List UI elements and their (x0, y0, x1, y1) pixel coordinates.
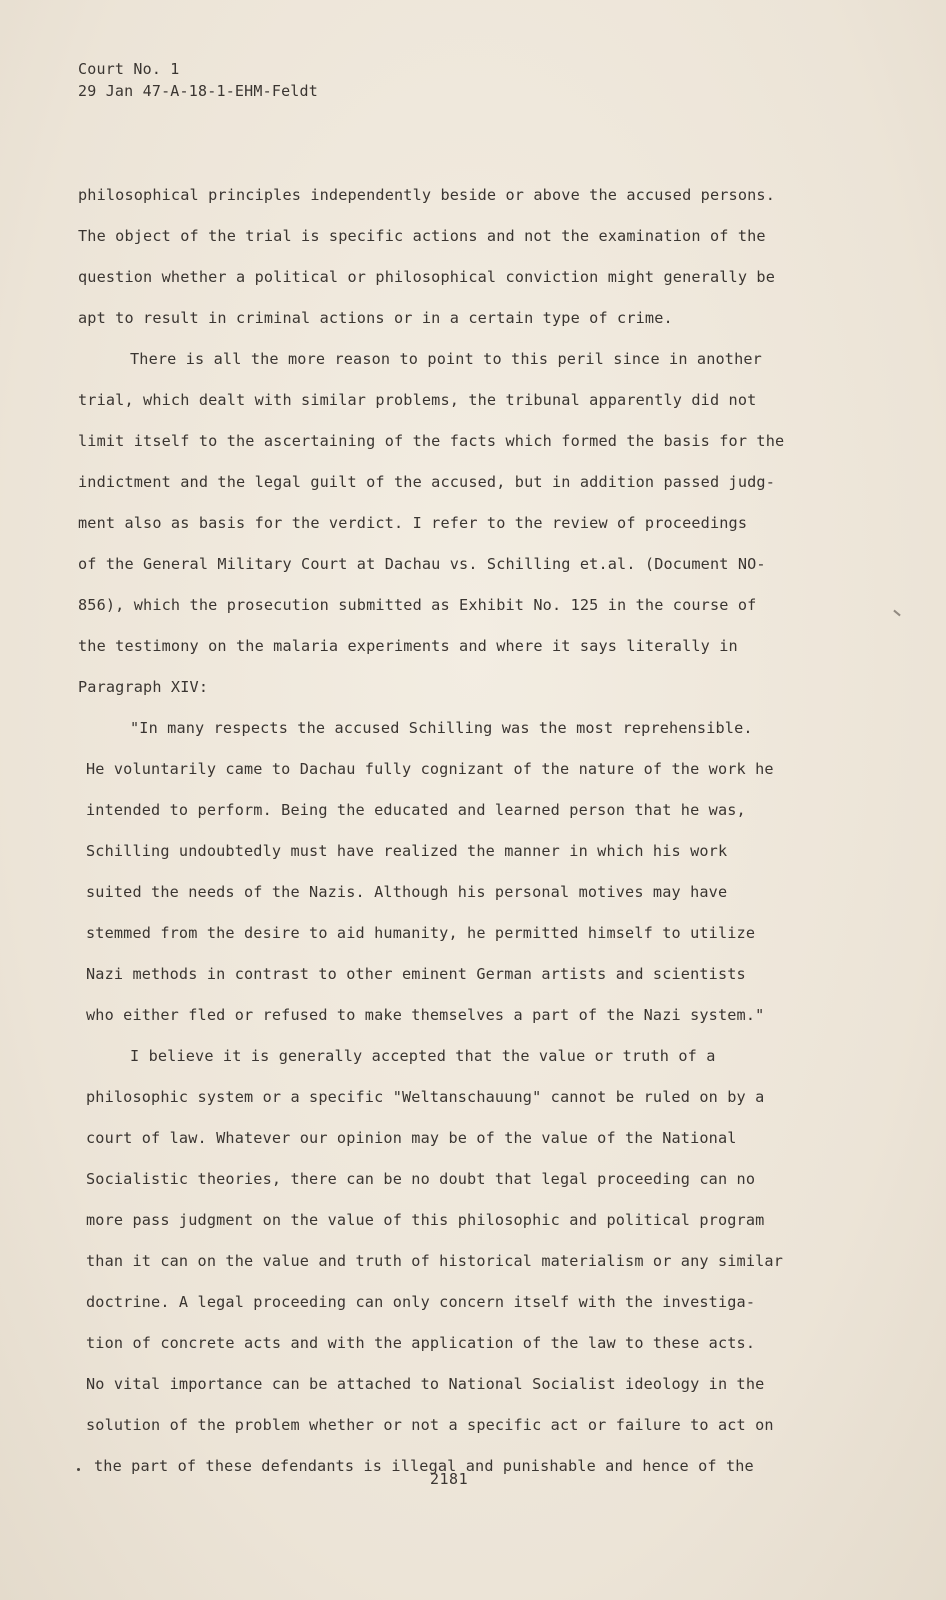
text-line: "In many respects the accused Schilling was the most reprehensible. (130, 719, 753, 737)
text-line: stemmed from the desire to aid humanity, he permitted himself to utilize (86, 924, 756, 942)
text-line: Nazi methods in contrast to other eminent German artists and scientists (86, 965, 746, 983)
text-line: indictment and the legal guilt of the accused, but in addition passed judg- (78, 473, 776, 491)
text-line: solution of the problem whether or not a specific act or failure to act on (86, 1416, 774, 1434)
text-line: apt to result in criminal actions or in a certain type of crime. (78, 309, 673, 327)
page-number: 2181 (430, 1470, 469, 1488)
court-number: Court No. 1 (78, 60, 180, 78)
document-reference: 29 Jan 47-A-18-1-EHM-Feldt (78, 82, 318, 100)
text-line: No vital importance can be attached to National Socialist ideology in the (86, 1375, 765, 1393)
text-line: Schilling undoubtedly must have realized the manner in which his work (86, 842, 728, 860)
text-line: limit itself to the ascertaining of the facts which formed the basis for the (78, 432, 785, 450)
body-text (78, 175, 868, 1487)
margin-dot (77, 1468, 80, 1471)
text-line: I believe it is generally accepted that the value or truth of a (130, 1047, 716, 1065)
text-line: suited the needs of the Nazis. Although his personal motives may have (86, 883, 728, 901)
text-line: The object of the trial is specific actions and not the examination of the (78, 227, 766, 245)
text-line: doctrine. A legal proceeding can only concern itself with the investiga- (86, 1293, 756, 1311)
text-line: philosophic system or a specific "Weltanschauung" cannot be ruled on by a (86, 1088, 765, 1106)
text-line: the testimony on the malaria experiments and where it says literally in (78, 637, 738, 655)
stray-pen-mark (893, 610, 900, 617)
text-line: philosophical principles independently beside or above the accused persons. (78, 186, 776, 204)
text-line: 856), which the prosecution submitted as Exhibit No. 125 in the course of (78, 596, 757, 614)
text-line: There is all the more reason to point to this peril since in another (130, 350, 762, 368)
text-line: court of law. Whatever our opinion may be of the value of the National (86, 1129, 737, 1147)
text-line: ment also as basis for the verdict. I refer to the review of proceedings (78, 514, 748, 532)
document-header (78, 58, 318, 102)
text-line: question whether a political or philosophical conviction might generally be (78, 268, 776, 286)
text-line: Socialistic theories, there can be no doubt that legal proceeding can no (86, 1170, 756, 1188)
text-line: trial, which dealt with similar problems, the tribunal apparently did not (78, 391, 757, 409)
text-line: more pass judgment on the value of this philosophic and political program (86, 1211, 765, 1229)
text-line: He voluntarily came to Dachau fully cognizant of the nature of the work he (86, 760, 774, 778)
text-line: intended to perform. Being the educated and learned person that he was, (86, 801, 746, 819)
text-line: Paragraph XIV: (78, 678, 209, 696)
text-line: than it can on the value and truth of historical materialism or any similar (86, 1252, 784, 1270)
text-line: of the General Military Court at Dachau vs. Schilling et.al. (Document NO- (78, 555, 766, 573)
text-line: tion of concrete acts and with the application of the law to these acts. (86, 1334, 756, 1352)
text-line: who either fled or refused to make themselves a part of the Nazi system." (86, 1006, 765, 1024)
text-line: the part of these defendants is illegal and punishable and hence of the (94, 1457, 754, 1475)
